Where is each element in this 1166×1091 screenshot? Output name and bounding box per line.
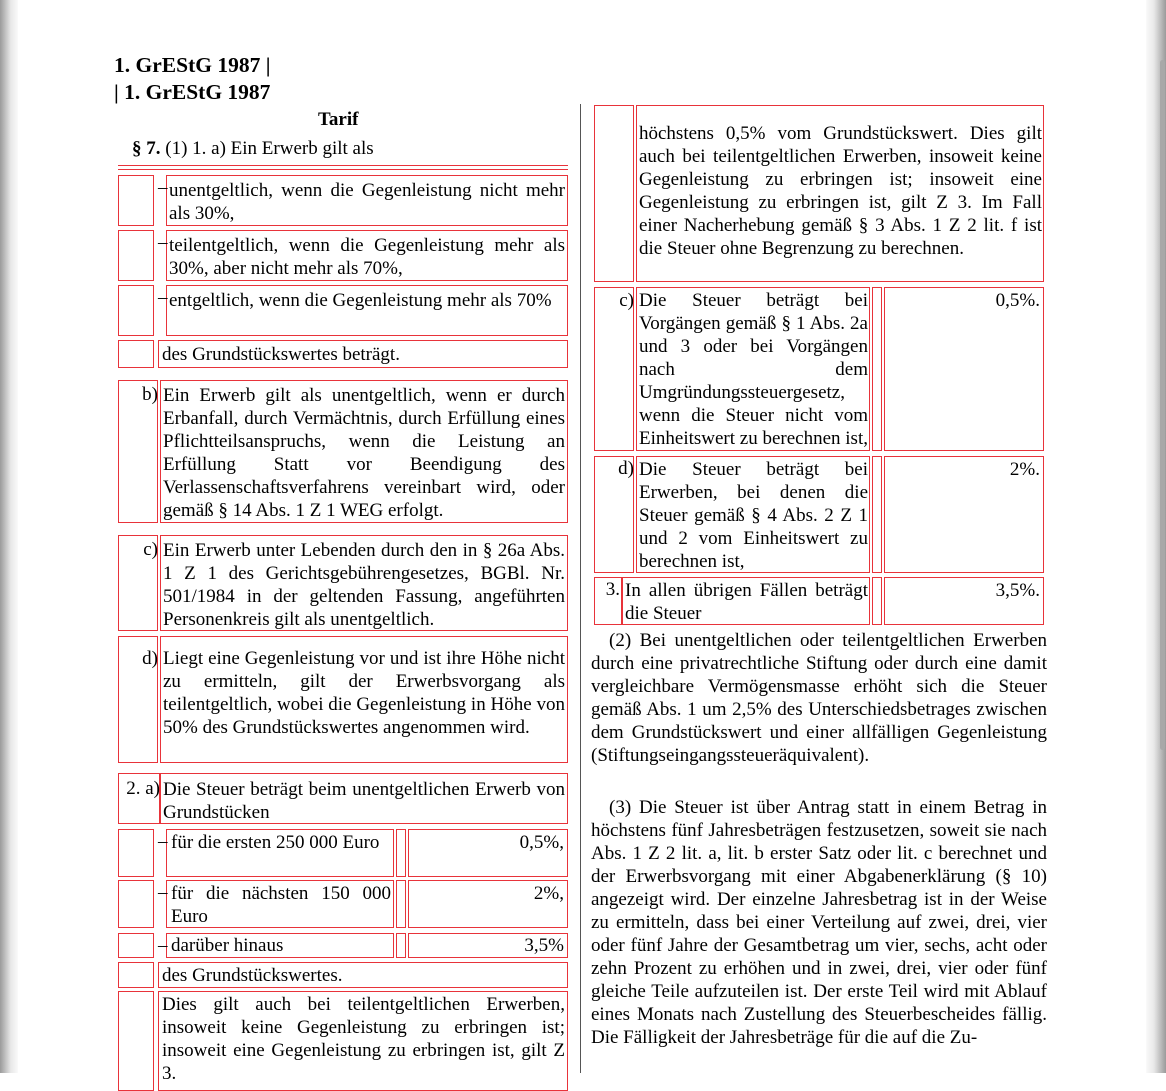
indent-cell [118,991,154,1091]
label-2a: 2. a) [126,778,160,799]
rate-row-3-value: 3,5% [408,933,568,958]
rate-row-1-text [158,829,394,877]
paragraph-d: Liegt eine Gegenleistung vor und ist ihre Höhe nicht zu ermitteln, gilt der Erwerbsvorgang als teilentgeltlich, wobei die Gegenleistung in Höhe von 50% des Grundstückswertes angenommen wird. [160,636,568,763]
list-item-teilentgeltlich [158,230,568,281]
rate-value-c: 0,5%. [884,287,1044,451]
label-d: d) [142,648,158,669]
label-c: c) [143,539,158,560]
label-d: d) [618,458,634,479]
paragraph-c-umgruendung: Die Steuer beträgt bei Vorgängen gemäß § 1 Abs. 2a und 3 oder bei Vorgängen nach dem Umgründungssteuergesetz, wenn die Steuer nicht vom Einheitswert zu berechnen ist, [636,287,870,451]
paragraph-b: Ein Erwerb gilt als unentgeltlich, wenn er durch Erbanfall, durch Vermächtnis, durch Erfüllung eines Pflichtteilsanspruchs, wenn die Leistung an Erfüllung Statt vor Beendigung des Verlassenschaftsverfahrens vereinbart wird, oder gemäß § 14 Abs. 1 Z 1 WEG erfolgt. [160,380,568,523]
paragraph-2a: Die Steuer beträgt beim unentgeltlichen Erwerb von Grundstücken [160,773,568,824]
section-7-number: § 7. [132,138,161,159]
section-7-heading [132,137,374,160]
rate-text: für die nächsten 150 000 Euro [171,883,391,927]
rate-row-2-value: 2%, [408,880,568,928]
rate-row-1-value: 0,5%, [408,829,568,877]
scrollbar-thumb[interactable] [1160,60,1165,750]
header-line-2: | 1. GrEStG 1987 [114,80,271,104]
separator-cell [872,577,882,625]
dash-marker: – [158,287,168,308]
section-7-intro: (1) 1. a) Ein Erwerb gilt als [165,138,374,159]
indent-cell [118,962,154,988]
separator-cell [396,933,406,958]
paragraph-d-einheitswert: Die Steuer beträgt bei Erwerben, bei denen die Steuer gemäß § 4 Abs. 2 Z 1 und 2 vom Einheitswert zu berechnen ist, [636,456,870,573]
indent-cell [118,829,154,877]
dash-marker: – [158,882,168,903]
rates-tail: des Grundstückswertes. [158,962,568,988]
dash-marker: – [158,232,168,253]
list-item-unentgeltlich [158,175,568,226]
paragraph-3: In allen übrigen Fällen beträgt die Steuer [622,577,870,625]
separator-cell [396,829,406,877]
rate-row-3-text [158,933,394,958]
dash-marker: – [158,177,168,198]
label-c: c) [619,290,634,311]
rate-text: darüber hinaus [171,935,284,956]
indent-cell [118,340,154,368]
paragraph-c: Ein Erwerb unter Lebenden durch den in § 26a Abs. 1 Z 1 des Gerichtsgebührengesetzes, BGBl. Nr. 501/1984 in der geltenden Fassung, angeführten Personenkreis gilt als unentgeltlich. [160,535,568,631]
header-line-1: 1. GrEStG 1987 | [114,53,271,77]
indent-cell [118,175,154,226]
paragraph-continued: höchstens 0,5% vom Grundstückswert. Dies gilt auch bei teilentgeltlichen Erwerben, insoweit keine Gegenleistung zu erbringen ist; insoweit eine Gegenleistung zu erbringen ist, gilt Z 3. Im Fall einer Nacherhebung gemäß § 3 Abs. 1 Z 2 lit. f ist die Steuer ohne Begrenzung zu berechnen. [636,105,1044,282]
dash-marker: – [158,831,168,852]
column-divider [580,104,581,1073]
rate-text: für die ersten 250 000 Euro [171,832,380,853]
tarif-heading: Tarif [318,109,359,130]
list-item-entgeltlich [158,285,568,336]
paragraph-2-stiftung: (2) Bei unentgeltlichen oder teilentgeltlichen Erwerben durch eine privatrechtliche Stiftung oder durch eine damit vergleichbare Vermögensmasse erhöht sich die Steuer gemäß Abs. 1 um 2,5% des Unterschiedsbetrages zwischen dem Grundstückswert und einer allfälligen Gegenleistung (Stiftungseingangssteueräquivalent). [591,630,1047,766]
rate-row-2-text [158,880,394,928]
separator-cell [872,287,882,451]
rate-value-d: 2%. [884,456,1044,573]
paragraph-3-jahresbetraege: (3) Die Steuer ist über Antrag statt in einem Betrag in höchstens fünf Jahresbeträgen festzusetzen, soweit sie nach Abs. 1 Z 2 lit. a, lit. b erster Satz oder lit. c berechnet und der Erwerbsvorgang mit einer Abgabenerklärung (§ 10) angezeigt wird. Der einzelne Jahresbetrag ist in der Weise zu ermitteln, dass bei einer Verteilung auf zwei, drei, vier oder fünf Jahre der Gesamtbetrag um vier, sechs, acht oder zehn Prozent zu erhöhen und in zwei, drei, vier oder fünf gleiche Teile aufzuteilen ist. Der erste Teil wird mit Ablauf eines Monats nach Zustellung des Steuerbescheides fällig. Die Fälligkeit der Jahresbeträge für die auf die Zu- [591,797,1047,1048]
label-b: b) [142,384,158,405]
rule-line [118,165,568,166]
label-3: 3. [605,579,620,600]
list-item-tail: des Grundstückswertes beträgt. [158,340,568,368]
indent-cell [118,880,154,928]
page-shadow-left [0,0,18,1073]
rate-value-3: 3,5%. [884,577,1044,625]
indent-cell [118,285,154,336]
rule-line [118,169,568,170]
dash-marker: – [158,935,168,956]
separator-cell [872,456,882,573]
separator-cell [396,880,406,928]
indent-cell [594,105,634,282]
indent-cell [118,230,154,281]
item-text: teilentgeltlich, wenn die Gegenleistung mehr als 30%, aber nicht mehr als 70%, [169,235,565,279]
paragraph-partial: Dies gilt auch bei teilentgeltlichen Erwerben, insoweit keine Gegenleistung zu erbringen ist; insoweit eine Gegenleistung zu erbringen ist, gilt Z 3. [158,991,568,1091]
indent-cell [118,933,154,958]
item-text: unentgeltlich, wenn die Gegenleistung nicht mehr als 30%, [169,180,565,224]
item-text: entgeltlich, wenn die Gegenleistung mehr als 70% [169,290,552,311]
